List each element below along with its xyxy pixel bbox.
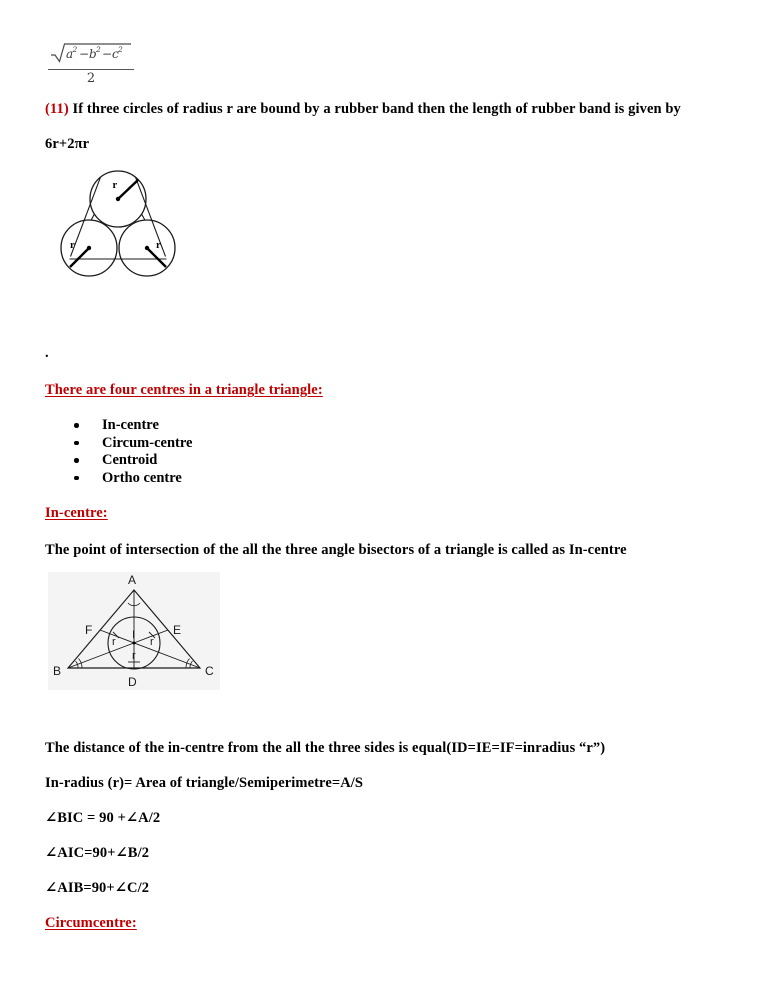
list-item-label: Ortho centre [102,469,182,486]
bullet-icon [74,458,79,463]
radius-label-left: r [70,240,75,251]
radius-label-bottom: r [132,650,136,662]
list-item-label: In-centre [102,417,159,433]
radical-sign-icon [49,41,133,63]
svg-text:2: 2 [96,45,101,54]
question-text: If three circles of radius r are bound by a rubber band then the length of rubber band is given by [72,101,681,117]
radius-label-top: r [112,180,118,191]
vertex-label-c: C [205,664,214,678]
touch-point-label-f: F [85,623,93,637]
question-number: (11) [45,101,69,117]
bullet-icon [74,476,79,481]
formula-radical-fraction [48,40,134,86]
svg-text:−: − [102,47,113,61]
heading-in-centre: In-centre: [45,505,108,521]
figure-triangle-incircle [48,572,220,690]
angle-formula-aib: ∠AIB=90+∠C/2 [45,880,150,896]
distance-note: The distance of the in-centre from the all the three sides is equal(ID=IE=IF=inradius “r”) [45,740,606,756]
list-item [74,452,192,470]
touch-point-label-e: E [173,623,182,637]
heading-circumcentre: Circumcentre: [45,915,137,931]
question-answer: 6r+2πr [45,136,90,152]
vertex-label-b: B [53,664,62,678]
heading-four-centres: There are four centres in a triangle triangle: [45,382,323,398]
incentre-point [133,642,136,645]
list-item-label: Centroid [102,452,158,468]
list-item [74,470,192,488]
question-line [45,101,681,118]
formula-denominator: 2 [86,71,96,86]
svg-text:c: c [112,47,119,61]
svg-text:−: − [79,47,90,61]
bullet-icon [74,441,79,446]
vertex-label-a: A [128,573,137,587]
angle-formula-aic: ∠AIC=90+∠B/2 [45,845,150,861]
three-circles-diagram [48,166,188,288]
incentre-label-i: I [132,629,136,641]
bullet-icon [74,423,79,428]
radius-label-left: r [112,636,116,648]
svg-text:b: b [89,47,97,61]
formula-numerator [48,40,135,64]
inradius-formula: In-radius (r)= Area of triangle/Semiperimetre=A/S [45,775,364,791]
radius-label-right: r [156,240,161,251]
angle-formula-bic: ∠BIC = 90 +∠A/2 [45,810,161,826]
touch-point-label-d: D [128,675,137,689]
centres-list [74,417,192,487]
svg-text:a: a [66,47,74,61]
triangle-incircle-diagram [48,572,220,690]
in-centre-definition: The point of intersection of the all the three angle bisectors of a triangle is called as In-centre [45,542,627,558]
svg-text:2: 2 [72,45,78,54]
list-item-label: Circum-centre [102,434,193,451]
list-item [74,435,192,453]
figure-three-circles [48,166,188,288]
stray-period: . [45,345,49,361]
radius-label-right: r [150,636,154,648]
svg-text:2: 2 [118,45,123,54]
list-item [74,417,192,435]
